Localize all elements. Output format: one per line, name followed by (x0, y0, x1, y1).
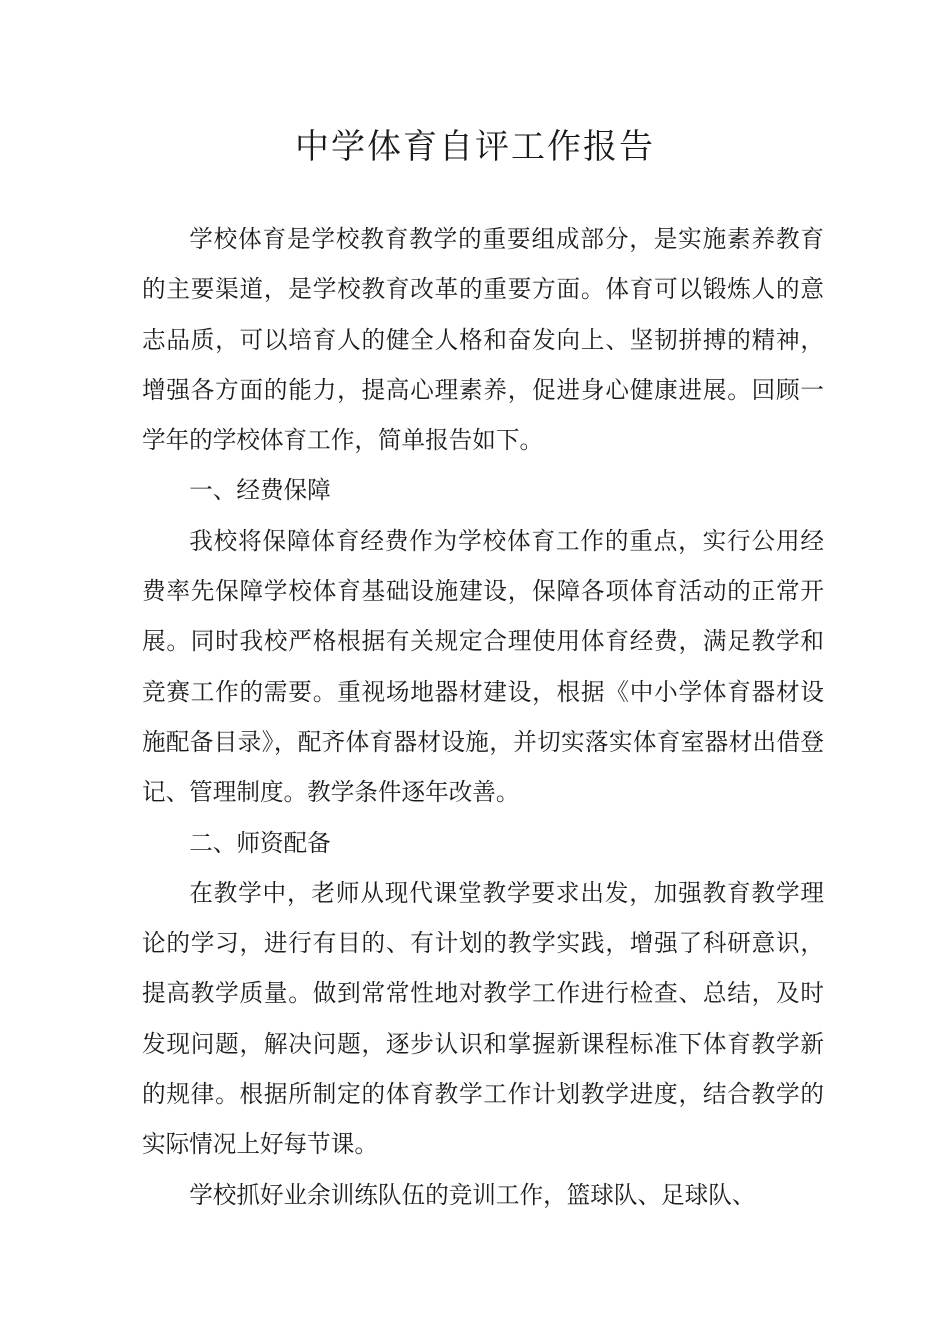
paragraph-teaching: 在教学中，老师从现代课堂教学要求出发，加强教育教学理论的学习，进行有目的、有计划的教学实践，增强了科研意识，提高教学质量。做到常常性地对教学工作进行检查、总结，及时发现问题，解决问题，逐步认识和掌握新课程标准下体育教学新的规律。根据所制定的体育教学工作计划教学进度，结合教学的实际情况上好每节课。 (142, 878, 824, 1159)
page-title: 中学体育自评工作报告 (295, 127, 655, 167)
paragraph-intro: 学校体育是学校教育教学的重要组成部分，是实施素养教育的主要渠道，是学校教育改革的重要方面。体育可以锻炼人的意志品质，可以培育人的健全人格和奋发向上、坚韧拼搏的精神，增强各方面的能力，提高心理素养，促进身心健康进展。回顾一学年的学校体育工作，简单报告如下。 (142, 225, 824, 455)
document-body (142, 214, 824, 1220)
section-heading-teachers: 二、师资配备 (189, 828, 331, 857)
paragraph-funding: 我校将保障体育经费作为学校体育工作的重点，实行公用经费率先保障学校体育基础设施建设，保障各项体育活动的正常开展。同时我校严格根据有关规定合理使用体育经费，满足教学和竞赛工作的需要。重视场地器材建设，根据《中小学体育器材设施配备目录》，配齐体育器材设施，并切实落实体育室器材出借登记、管理制度。教学条件逐年改善。 (142, 526, 824, 807)
paragraph-training: 学校抓好业余训练队伍的竞训工作，篮球队、足球队、 (189, 1180, 756, 1209)
section-heading-funding: 一、经费保障 (189, 476, 331, 505)
